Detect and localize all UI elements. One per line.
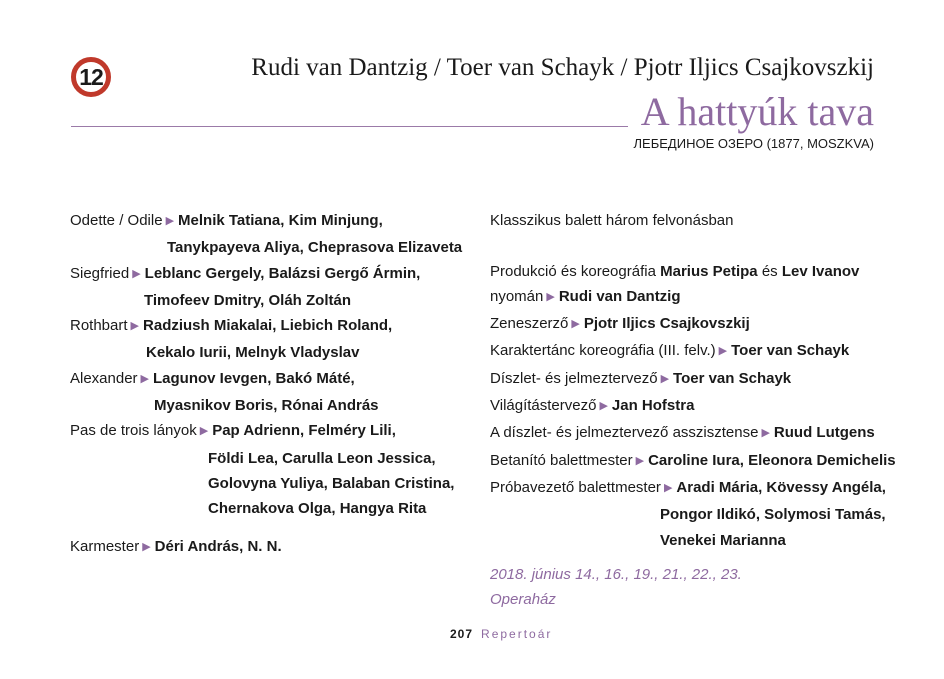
credit-entry-names-cont: Venekei Marianna (660, 531, 786, 549)
cast-entry-role: Rothbart (70, 317, 128, 335)
dates-line: 2018. június 14., 16., 19., 21., 22., 23. (490, 566, 742, 583)
cast-entry-names-cont: Golovyna Yuliya, Balaban Cristina, (208, 474, 455, 492)
credit-entry-row (490, 338, 890, 365)
arrow-icon: ▶ (663, 481, 673, 494)
program-number: 12 (79, 63, 103, 90)
credit-entry-row (490, 311, 890, 338)
credit-entry-row (490, 420, 890, 447)
credit-list (490, 284, 896, 553)
arrow-icon: ▶ (599, 400, 608, 413)
conductor-role: Karmester (70, 537, 140, 555)
credit-entry-names: Toer van Schayk (673, 369, 792, 387)
authors-line: Rudi van Dantzig / Toer van Schayk / Pjotr Iljics Csajkovszkij (251, 54, 874, 81)
page-number: 207 (450, 627, 474, 641)
production-line (490, 259, 890, 284)
credit-entry-row (490, 393, 890, 420)
production-petipa: Marius Petipa (660, 262, 758, 280)
credit-entry-role: Próbavezető balettmester (490, 478, 661, 496)
cast-entry-row (70, 313, 470, 340)
header-rule (71, 126, 628, 127)
credit-entry-row (490, 366, 890, 393)
arrow-icon: ▶ (571, 318, 580, 331)
credit-entry-role: nyomán (490, 287, 544, 305)
cast-entry-names-cont: Myasnikov Boris, Rónai András (154, 397, 379, 415)
credit-entry-row (490, 475, 890, 502)
credit-entry-role: Világítástervező (490, 397, 597, 415)
cast-entry-row (70, 366, 470, 393)
section-name: Repertoár (481, 627, 553, 641)
credit-entry-role: Betanító balettmester (490, 451, 633, 469)
conductor-row (70, 534, 470, 561)
production-and: és (761, 262, 778, 280)
cast-entry-row (70, 208, 470, 235)
credit-entry-names-cont: Pongor Ildikó, Solymosi Tamás, (660, 506, 886, 524)
cast-entry-names: Pap Adrienn, Felméry Lili, (212, 422, 396, 440)
cast-entry-names: Lagunov Ievgen, Bakó Máté, (153, 369, 355, 387)
arrow-icon: ▶ (132, 267, 141, 280)
credit-entry-names: Ruud Lutgens (773, 424, 875, 442)
credit-entry-role: Díszlet- és jelmeztervező (490, 369, 658, 387)
credit-entry-role: Karaktertánc koreográfia (III. felv.) (490, 342, 716, 360)
arrow-icon: ▶ (546, 290, 555, 303)
cast-entry-names-cont: Timofeev Dmitry, Oláh Zoltán (144, 291, 351, 309)
credit-entry-role: A díszlet- és jelmeztervező asszisztense (490, 424, 759, 442)
original-title: ЛЕБЕДИНОЕ ОЗЕРО (1877, MOSZKVA) (633, 136, 874, 151)
credit-entry-names: Caroline Iura, Eleonora Demichelis (648, 451, 896, 469)
arrow-icon: ▶ (142, 540, 151, 553)
credit-entry-names: Rudi van Dantzig (558, 287, 681, 305)
program-number-badge (71, 57, 111, 97)
page-footer (450, 627, 552, 641)
genre-line: Klasszikus balett három felvonásban (490, 212, 734, 229)
cast-entry-row (70, 261, 470, 288)
credit-entry-names: Pjotr Iljics Csajkovszkij (583, 315, 750, 333)
performance-dates (490, 562, 742, 612)
credit-entry-row (490, 448, 896, 475)
cast-entry-role: Odette / Odile (70, 212, 163, 229)
credit-entry-role: Zeneszerző (490, 315, 569, 333)
cast-entry-role: Siegfried (70, 264, 130, 282)
cast-list (70, 208, 470, 522)
arrow-icon: ▶ (761, 427, 770, 440)
cast-entry-names: Leblanc Gergely, Balázsi Gergő Ármin, (144, 264, 421, 282)
credit-entry-row (490, 284, 890, 311)
cast-entry-names: Radziush Miakalai, Liebich Roland, (143, 317, 393, 335)
arrow-icon: ▶ (199, 425, 209, 438)
cast-entry-names: Melnik Tatiana, Kim Minjung, (178, 212, 383, 229)
conductor-names: Déri András, N. N. (154, 537, 282, 555)
arrow-icon: ▶ (140, 372, 150, 385)
cast-entry-names-cont: Chernakova Olga, Hangya Rita (208, 500, 427, 518)
production-ivanov: Lev Ivanov (781, 262, 860, 280)
venue-line: Operaház (490, 591, 556, 608)
arrow-icon: ▶ (660, 372, 670, 385)
arrow-icon: ▶ (718, 345, 728, 358)
credit-entry-names: Jan Hofstra (611, 397, 695, 415)
production-label: Produkció és koreográfia (490, 262, 656, 280)
cast-entry-names-cont: Kekalo Iurii, Melnyk Vladyslav (146, 344, 360, 362)
credit-entry-names: Toer van Schayk (731, 342, 850, 360)
work-title: A hattyúk tava (640, 89, 874, 134)
credit-entry-names: Aradi Mária, Kövessy Angéla, (676, 478, 886, 496)
arrow-icon: ▶ (130, 320, 140, 333)
credits-column (490, 208, 896, 553)
cast-entry-row (70, 418, 470, 445)
arrow-icon: ▶ (165, 215, 175, 227)
cast-entry-names-cont: Földi Lea, Carulla Leon Jessica, (208, 449, 436, 467)
cast-entry-role: Pas de trois lányok (70, 422, 197, 440)
arrow-icon: ▶ (635, 454, 645, 467)
cast-entry-names-cont: Tanykpayeva Aliya, Cheprasova Elizaveta (167, 239, 463, 257)
cast-entry-role: Alexander (70, 369, 138, 387)
cast-column (70, 208, 470, 561)
